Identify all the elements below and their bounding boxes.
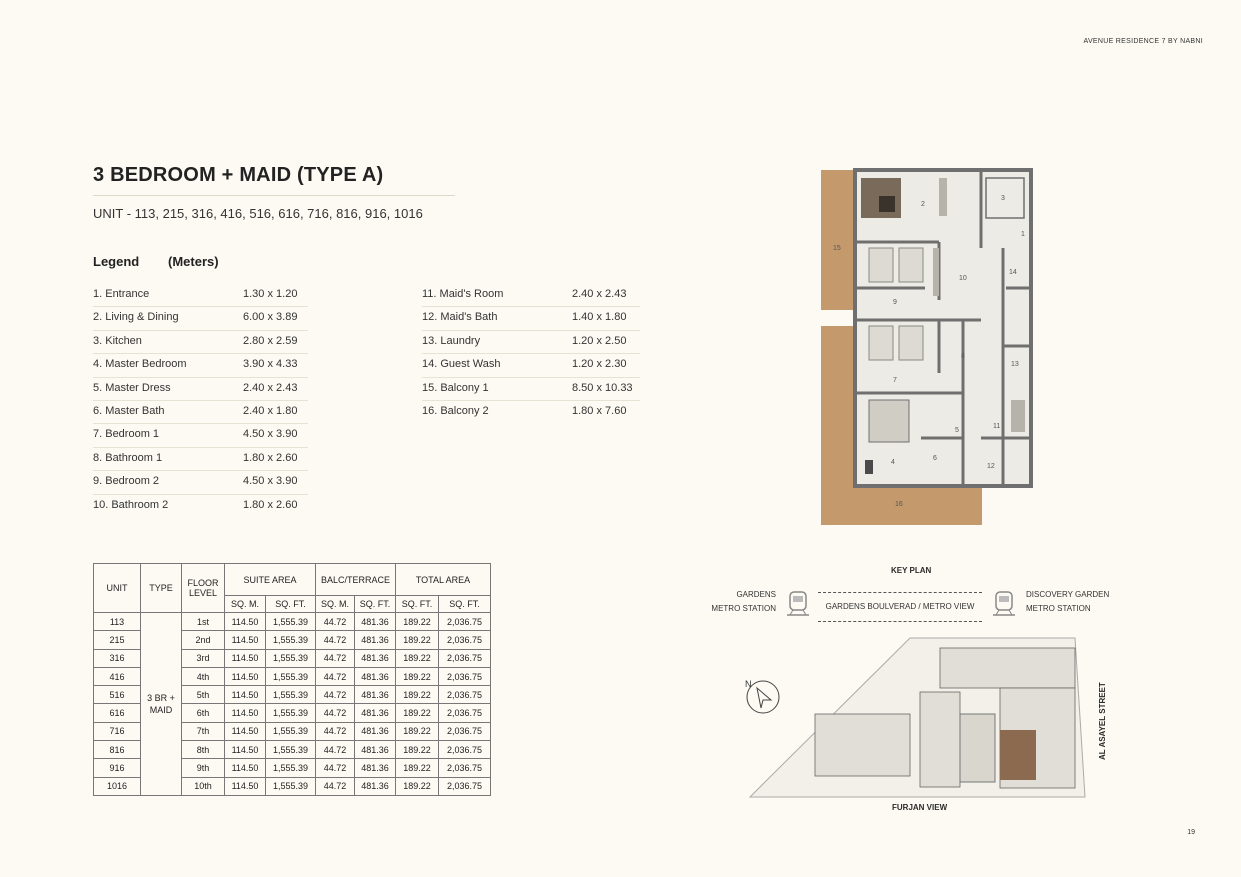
legend-item: 1. Entrance 1.30 x 1.20 [93, 283, 308, 307]
table-row: 916 9th 114.50 1,555.39 44.72 481.36 189.22 2,036.75 [94, 759, 491, 777]
table-row: 816 8th 114.50 1,555.39 44.72 481.36 189.22 2,036.75 [94, 741, 491, 759]
room-number: 14 [1009, 269, 1017, 276]
room-number: 12 [987, 463, 995, 470]
highlighted-unit [1000, 730, 1036, 780]
table-row: 616 6th 114.50 1,555.39 44.72 481.36 189.22 2,036.75 [94, 704, 491, 722]
subheader-sqft: SQ. FT. [396, 596, 439, 613]
col-header-type: TYPE [141, 564, 182, 613]
svg-text:N: N [745, 679, 752, 689]
legend-item: 14. Guest Wash 1.20 x 2.30 [422, 353, 640, 377]
subheader-sqft: SQ. FT. [439, 596, 491, 613]
right-station-label: DISCOVERY GARDEN METRO STATION [1026, 590, 1110, 613]
col-header-balc-terrace: BALC/TERRACE [316, 564, 396, 596]
table-row: 113 3 BR + MAID 1st 114.50 1,555.39 44.72 481.36 189.22 2,036.75 [94, 613, 491, 631]
col-header-unit: UNIT [94, 564, 141, 613]
page-number: 19 [1187, 829, 1195, 836]
compass-icon [745, 679, 779, 713]
legend-item: 10. Bathroom 2 1.80 x 2.60 [93, 498, 298, 511]
train-icon [785, 589, 811, 619]
room-number: 5 [955, 427, 959, 434]
col-header-floor: FLOOR LEVEL [182, 564, 225, 613]
floor-plan [821, 168, 1061, 525]
legend-unit: (Meters) [168, 254, 219, 269]
site-plan [745, 632, 1115, 800]
table-row: 716 7th 114.50 1,555.39 44.72 481.36 189.22 2,036.75 [94, 722, 491, 740]
type-cell: 3 BR + MAID [141, 613, 182, 796]
page-title: 3 BEDROOM + MAID (TYPE A) [93, 164, 384, 186]
units-line: UNIT - 113, 215, 316, 416, 516, 616, 716, 816, 916, 1016 [93, 206, 423, 221]
legend-item: 12. Maid's Bath 1.40 x 1.80 [422, 306, 640, 330]
legend-item: 15. Balcony 1 8.50 x 10.33 [422, 377, 640, 401]
area-table [93, 563, 491, 796]
room-number: 16 [895, 501, 903, 508]
legend-heading: Legend [93, 254, 140, 269]
brand-name: AVENUE RESIDENCE 7 BY NABNI [1083, 38, 1203, 45]
subheader-sqft: SQ. FT. [266, 596, 316, 613]
legend-item: 2. Living & Dining 6.00 x 3.89 [93, 306, 308, 330]
table-row: 416 4th 114.50 1,555.39 44.72 481.36 189.22 2,036.75 [94, 667, 491, 685]
key-plan-title: KEY PLAN [891, 566, 932, 575]
legend-item: 4. Master Bedroom 3.90 x 4.33 [93, 353, 308, 377]
table-row: 1016 10th 114.50 1,555.39 44.72 481.36 189.22 2,036.75 [94, 777, 491, 795]
legend-item: 11. Maid's Room 2.40 x 2.43 [422, 283, 640, 307]
table-row: 316 3rd 114.50 1,555.39 44.72 481.36 189.22 2,036.75 [94, 649, 491, 667]
legend-item: 7. Bedroom 1 4.50 x 3.90 [93, 423, 308, 447]
table-row: 215 2nd 114.50 1,555.39 44.72 481.36 189.22 2,036.75 [94, 631, 491, 649]
room-number: 3 [1001, 195, 1005, 202]
al-asayel-street-label: AL ASAYEL STREET [1098, 682, 1107, 760]
room-number: 11 [993, 423, 1001, 430]
room-number: 9 [893, 299, 897, 306]
legend-item: 9. Bedroom 2 4.50 x 3.90 [93, 470, 308, 494]
legend-item: 6. Master Bath 2.40 x 1.80 [93, 400, 308, 424]
subheader-sqft: SQ. FT. [355, 596, 396, 613]
subheader-sqm: SQ. M. [316, 596, 355, 613]
room-number: 4 [891, 459, 895, 466]
room-number: 7 [893, 377, 897, 384]
left-station-label: GARDENS METRO STATION [711, 590, 776, 613]
room-number: 10 [959, 275, 967, 282]
metro-view-band: GARDENS BOULVERAD / METRO VIEW [818, 592, 982, 622]
legend-item: 5. Master Dress 2.40 x 2.43 [93, 377, 308, 401]
col-header-suite-area: SUITE AREA [225, 564, 316, 596]
title-divider [93, 195, 455, 196]
train-icon [991, 589, 1017, 619]
table-row: 516 5th 114.50 1,555.39 44.72 481.36 189.22 2,036.75 [94, 686, 491, 704]
room-number: 8 [961, 353, 965, 360]
room-number: 1 [1021, 231, 1025, 238]
col-header-total-area: TOTAL AREA [396, 564, 491, 596]
subheader-sqm: SQ. M. [225, 596, 266, 613]
balcony-15 [821, 170, 855, 310]
furjan-view-label: FURJAN VIEW [892, 803, 948, 812]
room-number: 6 [933, 455, 937, 462]
legend-item: 8. Bathroom 1 1.80 x 2.60 [93, 447, 308, 471]
room-number: 13 [1011, 361, 1019, 368]
legend-item: 13. Laundry 1.20 x 2.50 [422, 330, 640, 354]
room-number: 15 [833, 245, 841, 252]
legend-item: 3. Kitchen 2.80 x 2.59 [93, 330, 308, 354]
room-number: 2 [921, 201, 925, 208]
legend-item: 16. Balcony 2 1.80 x 7.60 [422, 405, 627, 417]
